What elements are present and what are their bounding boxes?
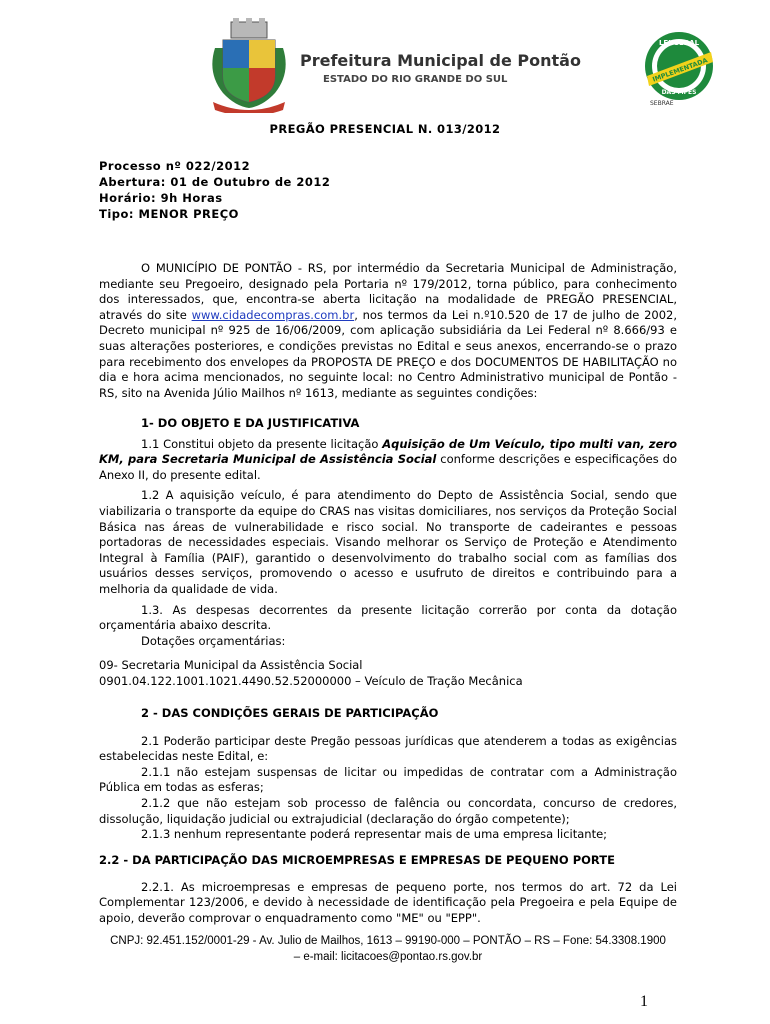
seal-ribbon-text: IMPLEMENTADA: [651, 56, 709, 84]
page-footer: [99, 933, 677, 965]
dotacao-codigo: 0901.04.122.1001.1021.4490.52.52000000 – Veículo de Tração Mecânica: [99, 673, 523, 688]
processo: Processo nº 022/2012: [99, 159, 251, 173]
section-1: [99, 416, 677, 690]
abertura: Abertura: 01 de Outubro de 2012: [99, 175, 331, 189]
process-meta: [99, 158, 330, 222]
intro-text-b: , nos termos da Lei n.º10.520 de 17 de julho de 2002, Decreto municipal nº 925 de 16/06/2009, com aplicação subsidiária da Lei Federal nº 8.666/93 e suas alterações posteriores, e condições previstas no Edital e seus anexos, encerrando-se o prazo para recebimento dos envelopes da PROPOSTA DE PREÇO e dos DOCUMENTOS DE HABILITAÇÃO no dia e hora acima mencionados, no seguinte local: no Centro Administrativo municipal de Pontão - RS, sito na Avenida Júlio Mailhos nº 1613, mediante as seguintes condições:: [99, 307, 677, 400]
dotacoes-label: Dotações orçamentárias:: [141, 633, 286, 648]
document-title: PREGÃO PRESENCIAL N. 013/2012: [269, 122, 501, 136]
section-2-2: [99, 853, 677, 926]
intro-text-a: O MUNICÍPIO DE PONTÃO - RS, por intermédio da Secretaria Municipal de Administração, mediante seu Pregoeiro, designado pela Portaria nº 179/2012, torna público, para conhecimento dos interessados, que, encontra-se aberta licitação na modalidade de PREGÃO PRESENCIAL, através do site: [99, 261, 677, 322]
org-title: Prefeitura Municipal de Pontão: [300, 51, 581, 70]
section-2: [99, 706, 677, 843]
dotacao-secretaria: 09- Secretaria Municipal da Assistência Social: [99, 658, 363, 673]
section-2-1-2: 2.1.2 que não estejam sob processo de falência ou concordata, concurso de credores, dissolução, liquidação judicial ou extrajudicial (declaração do órgão competente);: [99, 795, 677, 826]
org-subtitle: ESTADO DO RIO GRANDE DO SUL: [323, 74, 508, 85]
section-2-heading: 2 - DAS CONDIÇÕES GERAIS DE PARTICIPAÇÃO: [141, 706, 439, 720]
letterhead: [195, 18, 755, 113]
site-link[interactable]: www.cidadecompras.com.br: [191, 307, 355, 322]
s1-p1-object: Aquisição de Um Veículo, tipo multi van, zero KM, para Secretaria Municipal de Assistência Social: [99, 436, 677, 467]
page-number: 1: [640, 993, 648, 1010]
seal-footer: SEBRAE: [650, 100, 674, 107]
section-1-2: 1.2 A aquisição veículo, é para atendimento do Depto de Assistência Social, sendo que viabilizaria o transporte da equipe do CRAS nas visitas domiciliares, nos serviços da Proteção Social Básica nas áreas de vulnerabilidade e risco social. No transporte de cadeirantes e pessoas portadoras de necessidades especiais. Visando melhorar os Serviço de Proteção e Atendimento Integral à Família (PAIF), garantido o desenvolvimento do trabalho social com as famílias dos usuários desses serviços, promovendo o acesso e usufruto de direitos e contribuindo para a melhoria da qualidade de vida.: [99, 488, 677, 596]
section-2-1: 2.1 Poderão participar deste Pregão pessoas jurídicas que atenderem a todas as exigências estabelecidas neste Edital, e:: [99, 733, 677, 764]
tipo: Tipo: MENOR PREÇO: [99, 207, 239, 221]
section-1-heading: 1- DO OBJETO E DA JUSTIFICATIVA: [141, 416, 360, 430]
footer-email: – e-mail: licitacoes@pontao.rs.gov.br: [293, 951, 483, 963]
seal-top-text: LEI GERAL: [658, 39, 700, 47]
section-1-3: 1.3. As despesas decorrentes da presente licitação correrão por conta da dotação orçamentária abaixo descrita.: [99, 602, 677, 633]
footer-address: CNPJ: 92.451.152/0001-29 - Av. Julio de Mailhos, 1613 – 99190-000 – PONTÃO – RS – Fone: 54.3308.1900: [110, 935, 666, 947]
s1-p1-c: conforme descrições e especificações do Anexo II, do presente edital.: [99, 452, 677, 482]
coat-of-arms-icon: [205, 18, 293, 113]
horario: Horário: 9h Horas: [99, 191, 223, 205]
seal-bottom-text: DAS MPES: [661, 89, 697, 96]
section-1-1: [99, 437, 677, 484]
s1-p1-a: 1.1 Constitui objeto da presente licitação: [141, 436, 383, 451]
section-2-2-1: 2.2.1. As microempresas e empresas de pequeno porte, nos termos do art. 72 da Lei Complementar 123/2006, e devido à necessidade de identificação pela Pregoeira e pela Equipe de apoio, deverão comprovar o enquadramento como "ME" ou "EPP".: [99, 879, 677, 925]
section-2-1-1: 2.1.1 não estejam suspensas de licitar ou impedidas de contratar com a Administração Pública em todas as esferas;: [99, 764, 677, 795]
section-2-1-3: 2.1.3 nenhum representante poderá representar mais de uma empresa licitante;: [141, 827, 608, 842]
intro-paragraph: [99, 261, 677, 401]
lei-geral-seal-icon: [643, 30, 715, 102]
section-2-2-heading: 2.2 - DA PARTICIPAÇÃO DAS MICROEMPRESAS E EMPRESAS DE PEQUENO PORTE: [99, 853, 615, 867]
